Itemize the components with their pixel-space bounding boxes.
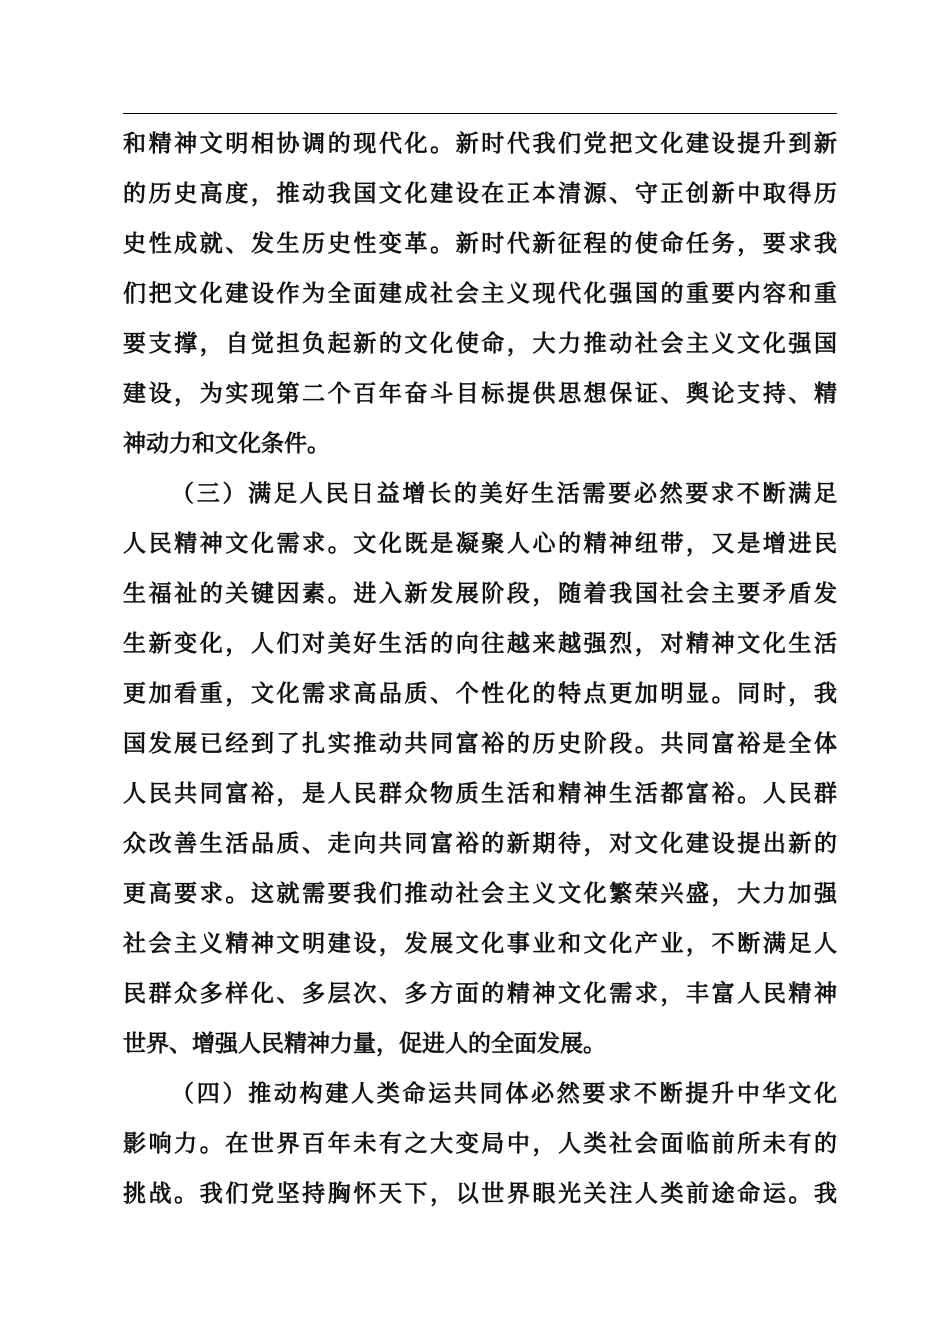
text-line: 和精神文明相协调的现代化。新时代我们党把文化建设提升到新 (123, 131, 837, 157)
text-line: 国发展已经到了扎实推动共同富裕的历史阶段。共同富裕是全体 (123, 731, 837, 757)
text-line: 影响力。在世界百年未有之大变局中，人类社会面临前所未有的 (123, 1131, 837, 1157)
header-rule (123, 113, 837, 114)
text-line: 生福祉的关键因素。进入新发展阶段，随着我国社会主要矛盾发 (123, 581, 837, 607)
text-line: 的历史高度，推动我国文化建设在正本清源、守正创新中取得历 (123, 181, 837, 207)
section-heading-line: （三）满足人民日益增长的美好生活需要必然要求不断满足 (171, 481, 837, 507)
text-line: 人民精神文化需求。文化既是凝聚人心的精神纽带，又是增进民 (123, 531, 837, 557)
text-line: 人民共同富裕，是人民群众物质生活和精神生活都富裕。人民群 (123, 781, 837, 807)
text-line: 更高要求。这就需要我们推动社会主义文化繁荣兴盛，大力加强 (123, 881, 837, 907)
text-line: 众改善生活品质、走向共同富裕的新期待，对文化建设提出新的 (123, 831, 837, 857)
text-line: 生新变化，人们对美好生活的向往越来越强烈，对精神文化生活 (123, 631, 837, 657)
text-line: 史性成就、发生历史性变革。新时代新征程的使命任务，要求我 (123, 231, 837, 257)
section-heading-line: （四）推动构建人类命运共同体必然要求不断提升中华文化 (171, 1081, 837, 1107)
text-line: 要支撑，自觉担负起新的文化使命，大力推动社会主义文化强国 (123, 331, 837, 357)
text-line: 神动力和文化条件。 (123, 431, 330, 457)
text-line: 挑战。我们党坚持胸怀天下，以世界眼光关注人类前途命运。我 (123, 1181, 837, 1207)
text-line: 民群众多样化、多层次、多方面的精神文化需求，丰富人民精神 (123, 981, 837, 1007)
text-line: 更加看重，文化需求高品质、个性化的特点更加明显。同时，我 (123, 681, 837, 707)
text-line: 建设，为实现第二个百年奋斗目标提供思想保证、舆论支持、精 (123, 381, 837, 407)
text-line: 社会主义精神文明建设，发展文化事业和文化产业，不断满足人 (123, 931, 837, 957)
text-line: 世界、增强人民精神力量，促进人的全面发展。 (123, 1031, 606, 1057)
text-line: 们把文化建设作为全面建成社会主义现代化强国的重要内容和重 (123, 281, 837, 307)
